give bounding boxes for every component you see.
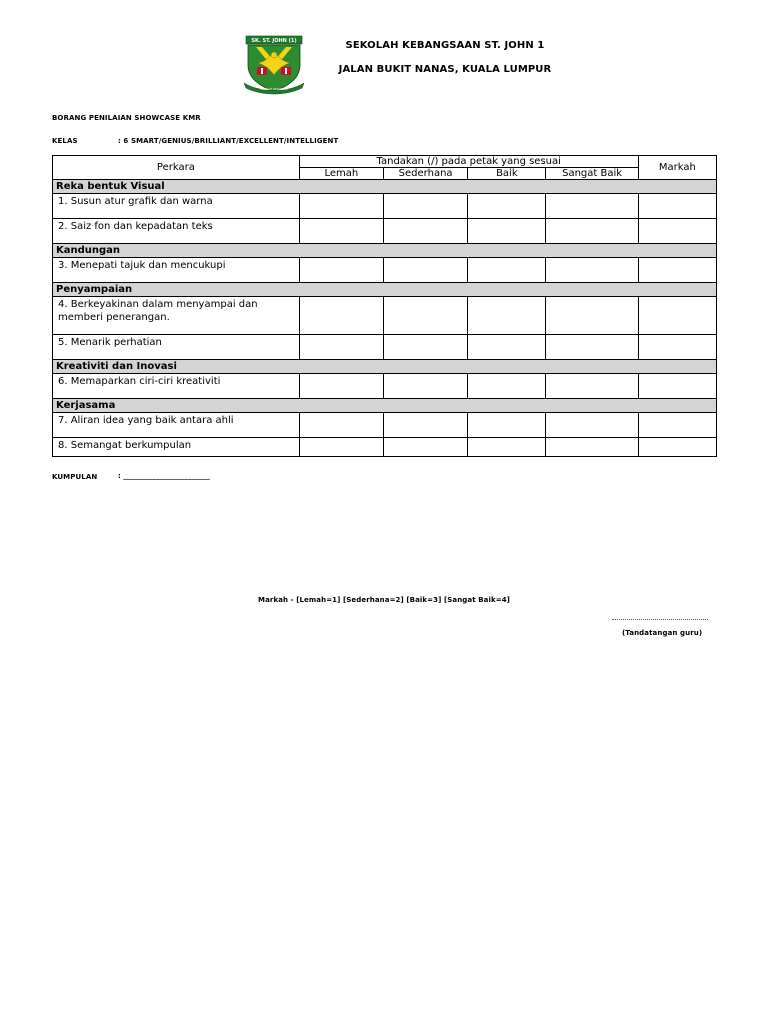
markah-cell[interactable] [638,194,716,219]
criteria-row [53,335,717,360]
rating-cell-sangat-baik[interactable] [546,438,638,457]
rating-cell-sederhana[interactable] [383,258,467,283]
section-row [53,244,717,258]
criteria-label [53,258,300,283]
criteria-label [53,413,300,438]
header-lemah: Lemah [299,168,383,180]
section-title: Kerjasama [53,399,717,413]
rating-cell-baik[interactable] [468,297,546,335]
criteria-row [53,438,717,457]
criteria-label [53,219,300,244]
criteria-row [53,413,717,438]
form-title: BORANG PENILAIAN SHOWCASE KMR [52,114,201,122]
assessment-table [52,155,717,457]
crest-banner-text: SK. ST. JOHN (1) [251,38,297,45]
rating-cell-sederhana[interactable] [383,374,467,399]
rating-cell-sangat-baik[interactable] [546,219,638,244]
section-row [53,360,717,374]
criteria-row [53,297,717,335]
criteria-row [53,258,717,283]
criteria-label [53,297,300,335]
rating-cell-sederhana[interactable] [383,438,467,457]
school-address: JALAN BUKIT NANAS, KUALA LUMPUR [338,64,552,75]
rating-cell-lemah[interactable] [299,219,383,244]
criteria-label [53,194,300,219]
signature-line[interactable] [612,619,708,620]
markah-cell[interactable] [638,335,716,360]
header-tandakan: Tandakan (/) pada petak yang sesuai [299,156,638,168]
rating-cell-lemah[interactable] [299,413,383,438]
marks-legend: Markah - [Lemah=1] [Sederhana=2] [Baik=3] [Sangat Baik=4] [258,596,510,604]
signature-label: (Tandatangan guru) [622,629,703,637]
kumpulan-field[interactable]: : ________________________ [118,472,210,480]
rating-cell-sangat-baik[interactable] [546,258,638,283]
markah-cell[interactable] [638,374,716,399]
school-crest-logo [240,35,308,95]
rating-cell-sangat-baik[interactable] [546,297,638,335]
rating-cell-baik[interactable] [468,438,546,457]
rating-cell-baik[interactable] [468,335,546,360]
rating-cell-baik[interactable] [468,374,546,399]
rating-cell-baik[interactable] [468,413,546,438]
kelas-value: : 6 SMART/GENIUS/BRILLIANT/EXCELLENT/INTELLIGENT [118,137,339,145]
criteria-row [53,374,717,399]
criteria-text: 4. Berkeyakinan dalam menyampai dan memberi penerangan. [58,299,258,323]
rating-cell-lemah[interactable] [299,335,383,360]
rating-cell-lemah[interactable] [299,374,383,399]
header-perkara: Perkara [53,156,300,180]
criteria-label [53,335,300,360]
section-title: Kreativiti dan Inovasi [53,360,717,374]
criteria-text: 1. Susun atur grafik dan warna [58,196,213,207]
rating-cell-lemah[interactable] [299,297,383,335]
criteria-text: 5. Menarik perhatian [58,337,162,348]
criteria-text: 3. Menepati tajuk dan mencukupi [58,260,226,271]
section-row [53,283,717,297]
kelas-label: KELAS [52,137,78,145]
section-title: Kandungan [53,244,717,258]
markah-cell[interactable] [638,219,716,244]
markah-cell[interactable] [638,413,716,438]
criteria-label [53,438,300,457]
rating-cell-sederhana[interactable] [383,194,467,219]
kumpulan-label: KUMPULAN [52,473,98,481]
rating-cell-sangat-baik[interactable] [546,374,638,399]
header-baik: Baik [468,168,546,180]
header-markah: Markah [638,156,716,180]
section-row [53,399,717,413]
section-row [53,180,717,194]
markah-cell[interactable] [638,258,716,283]
section-title: Reka bentuk Visual [53,180,717,194]
rating-cell-lemah[interactable] [299,258,383,283]
criteria-label [53,374,300,399]
rating-cell-sangat-baik[interactable] [546,413,638,438]
criteria-text: 7. Aliran idea yang baik antara ahli [58,415,234,426]
rating-cell-baik[interactable] [468,258,546,283]
rating-cell-lemah[interactable] [299,194,383,219]
rating-cell-lemah[interactable] [299,438,383,457]
rating-cell-sangat-baik[interactable] [546,194,638,219]
section-title: Penyampaian [53,283,717,297]
table-header-row [53,156,717,168]
rating-cell-sederhana[interactable] [383,219,467,244]
rating-cell-sederhana[interactable] [383,335,467,360]
header-sederhana: Sederhana [383,168,467,180]
markah-cell[interactable] [638,297,716,335]
markah-cell[interactable] [638,438,716,457]
header-sangat-baik: Sangat Baik [546,168,638,180]
criteria-text: 6. Memaparkan ciri-ciri kreativiti [58,376,221,387]
criteria-row [53,194,717,219]
criteria-row [53,219,717,244]
rating-cell-sangat-baik[interactable] [546,335,638,360]
rating-cell-sederhana[interactable] [383,297,467,335]
rating-cell-baik[interactable] [468,194,546,219]
school-name: SEKOLAH KEBANGSAAN ST. JOHN 1 [345,40,545,51]
rating-cell-baik[interactable] [468,219,546,244]
rating-cell-sederhana[interactable] [383,413,467,438]
crest-motto-text: MERAIH KEJAYAAN [260,87,288,91]
criteria-text: 8. Semangat berkumpulan [58,440,192,451]
criteria-text: 2. Saiz fon dan kepadatan teks [58,221,213,232]
